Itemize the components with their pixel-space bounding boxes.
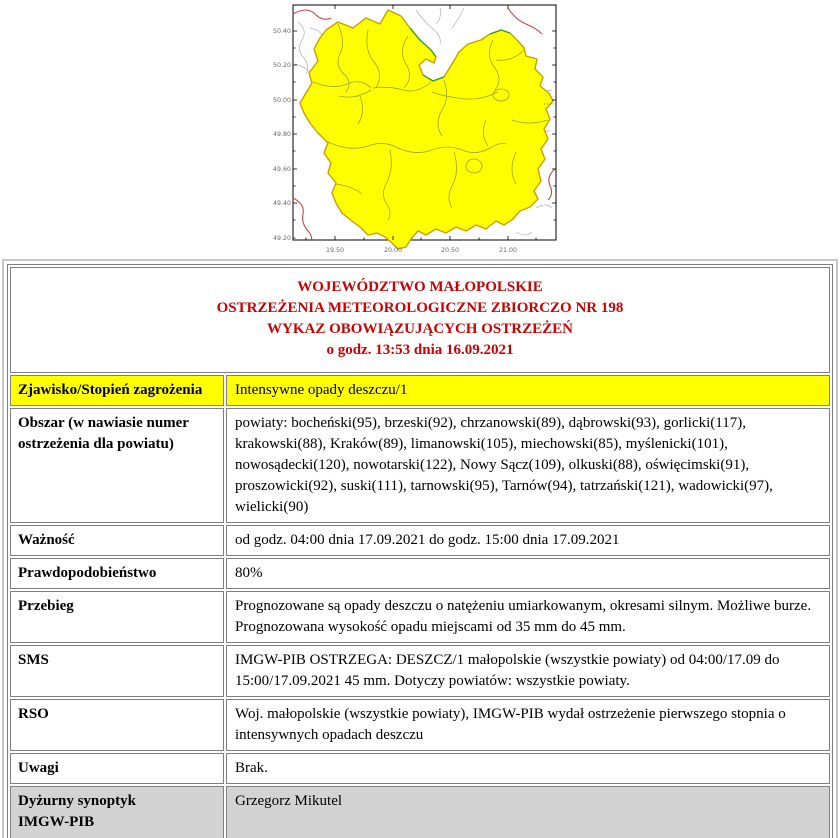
row-value: Woj. małopolskie (wszystkie powiaty), IMGW-PIB wydał ostrzeżenie pierwszego stopnia o intensywnych opadach deszczu <box>226 699 830 751</box>
row-value: Intensywne opady deszczu/1 <box>226 375 830 406</box>
x-axis-tick-label: 21.00 <box>498 247 518 254</box>
title-line-bulletin-number: OSTRZEŻENIA METEOROLOGICZNE ZBIORCZO NR 198 <box>216 300 624 316</box>
y-axis-tick-label: 49.40 <box>272 200 291 207</box>
title-line-list: WYKAZ OBOWIĄZUJĄCYCH OSTRZEŻEŃ <box>267 321 573 337</box>
y-axis-tick-label: 50.00 <box>272 97 291 104</box>
row-label: Obszar (w nawiasie numer ostrzeżenia dla powiatu) <box>10 408 224 523</box>
y-axis-tick-label: 50.20 <box>272 62 291 69</box>
table-row-probability <box>10 558 830 589</box>
row-label: Przebieg <box>10 591 224 643</box>
table-row-remarks <box>10 753 830 784</box>
y-axis-tick-label: 49.80 <box>272 131 291 138</box>
table-row-sms <box>10 645 830 697</box>
x-axis-tick-label: 19.50 <box>325 247 345 254</box>
table-row-rso <box>10 699 830 751</box>
title-line-voivodeship: WOJEWÓDZTWO MAŁOPOLSKIE <box>297 279 543 295</box>
row-value: IMGW-PIB OSTRZEGA: DESZCZ/1 małopolskie (wszystkie powiaty) od 04:00/17.09 do 15:00/17.09.2021 45 mm. Dotyczy powiatów: wszystkie powiaty. <box>226 645 830 697</box>
title-line-datetime: o godz. 13:53 dnia 16.09.2021 <box>326 342 514 358</box>
row-label: Zjawisko/Stopień zagrożenia <box>10 375 224 406</box>
y-axis-tick-label: 49.60 <box>272 166 291 173</box>
row-label: Prawdopodobieństwo <box>10 558 224 589</box>
report-title <box>10 267 830 373</box>
row-label <box>10 786 224 838</box>
row-value: Prognozowane są opady deszczu o natężeniu umiarkowanym, okresami silnym. Możliwe burze. Prognozowana wysokość opadu miejscami od 35 mm do 45 mm. <box>226 591 830 643</box>
table-row-area <box>10 408 830 523</box>
row-label-line: Dyżurny synoptyk <box>18 793 136 809</box>
row-label: Ważność <box>10 525 224 556</box>
row-value: 80% <box>226 558 830 589</box>
row-label: Uwagi <box>10 753 224 784</box>
row-value: od godz. 04:00 dnia 17.09.2021 do godz. 15:00 dnia 17.09.2021 <box>226 525 830 556</box>
x-axis-tick-label: 20.50 <box>440 247 460 254</box>
table-row-validity <box>10 525 830 556</box>
table-row-synoptic <box>10 786 830 838</box>
report-container <box>2 259 838 838</box>
x-axis-tick-label: 20.00 <box>383 247 403 254</box>
warning-map <box>268 0 568 258</box>
y-axis-tick-label: 50.40 <box>272 28 291 35</box>
table-row-course <box>10 591 830 643</box>
row-label-line: IMGW-PIB <box>18 814 95 830</box>
warning-table <box>7 264 833 838</box>
table-header-row <box>10 267 830 373</box>
table-row-phenomenon <box>10 375 830 406</box>
row-value: Brak. <box>226 753 830 784</box>
row-label: SMS <box>10 645 224 697</box>
y-axis-tick-label: 49.20 <box>272 235 291 242</box>
map-section <box>0 0 840 258</box>
row-label: RSO <box>10 699 224 751</box>
row-value: powiaty: bocheński(95), brzeski(92), chrzanowski(89), dąbrowski(93), gorlicki(117), krakowski(88), Kraków(89), limanowski(105), miechowski(85), myślenicki(101), nowosądecki(120), nowotarski(122), Nowy Sącz(109), olkuski(88), oświęcimski(91), proszowicki(92), suski(111), tarnowski(95), Tarnów(94), tatrzański(121), wadowicki(97), wielicki(90) <box>226 408 830 523</box>
row-value: Grzegorz Mikutel <box>226 786 830 838</box>
